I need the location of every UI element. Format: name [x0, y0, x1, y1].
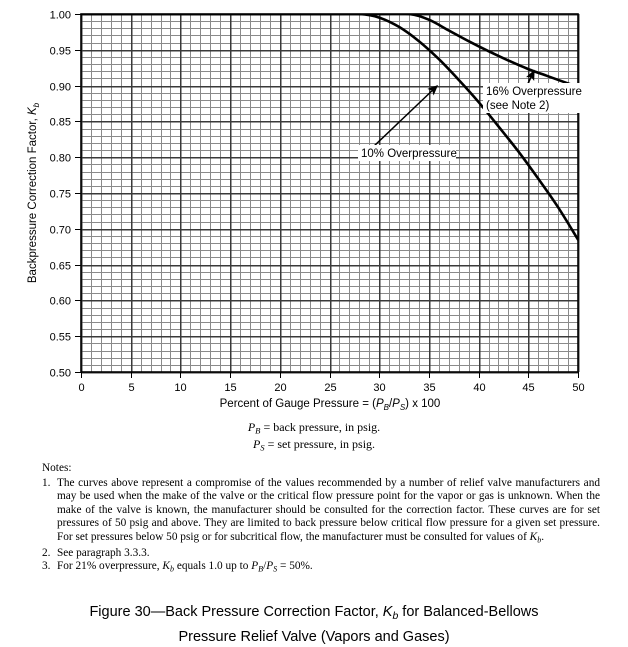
- caption-line1-sub: b: [392, 610, 399, 622]
- symbol-definitions: [0, 420, 628, 455]
- x-tick-label: 0: [78, 382, 85, 394]
- note-item-2: [42, 547, 600, 561]
- x-tick-label: 25: [324, 382, 337, 394]
- x-tick-label: 10: [174, 382, 187, 394]
- x-axis-title-slash: /: [388, 398, 393, 410]
- note-3-var-pb: P: [251, 560, 259, 573]
- svg-text:Percent of Gauge Pressure = (P: [220, 398, 441, 412]
- caption-line-1: [0, 602, 628, 627]
- note-1-number: 1.: [42, 476, 51, 489]
- x-tick-label: 45: [522, 382, 535, 394]
- ps-text: = set pressure, in psig.: [264, 437, 376, 452]
- note-3-sub-b: b: [169, 564, 175, 574]
- y-tick-label: 0.65: [49, 260, 71, 273]
- y-tick-label: 0.90: [49, 81, 71, 94]
- y-tick-label: 0.75: [49, 188, 71, 201]
- note-2-number: 2.: [42, 546, 51, 559]
- ps-var: P: [252, 437, 261, 452]
- y-tick-label: 0.95: [49, 45, 71, 58]
- note-item-3: [42, 560, 600, 576]
- pb-var: P: [247, 420, 256, 434]
- note-3-sub-ps: S: [273, 564, 278, 574]
- pb-text: = back pressure, in psig.: [260, 420, 381, 434]
- x-tick-label: 15: [224, 382, 237, 394]
- note-3-body: [57, 560, 600, 576]
- note-3-slash: /: [263, 560, 267, 573]
- x-axis-title-sub2: S: [399, 403, 406, 412]
- y-axis-title-sub: b: [32, 102, 41, 108]
- notes-heading: Notes:: [42, 462, 72, 474]
- x-axis-title-suffix: ) x 100: [405, 398, 441, 410]
- note-1-trailing-end: .: [541, 530, 545, 543]
- y-axis-title-prefix: Backpressure Correction Factor,: [27, 115, 39, 284]
- notes-block: [42, 462, 600, 576]
- y-tick-label: 1.00: [49, 9, 71, 22]
- x-tick-label: 35: [423, 382, 436, 394]
- annotation-10-label: 10% Overpressure: [361, 148, 457, 160]
- note-1-trailing-var: K: [529, 530, 538, 543]
- x-axis-title-sub1: B: [383, 403, 389, 412]
- annotation-16-label-line1: 16% Overpressure: [486, 86, 582, 98]
- x-axis-title-prefix: Percent of Gauge Pressure = (: [219, 398, 376, 410]
- note-item-1: [42, 477, 600, 547]
- note-3-var-ps: P: [266, 560, 274, 573]
- x-tick-label: 40: [473, 382, 486, 394]
- y-tick-label: 0.70: [49, 224, 71, 237]
- x-axis-title-var1: P: [375, 398, 384, 410]
- caption-line1-prefix: Figure 30—Back Pressure Correction Factor,: [89, 604, 383, 620]
- note-2-body: See paragraph 3.3.3.: [57, 546, 150, 559]
- y-tick-label: 0.60: [49, 295, 71, 308]
- x-tick-label: 50: [572, 382, 585, 394]
- y-axis-title: [27, 102, 41, 283]
- note-1-text: The curves above represent a compromise of the values recommended by a number of relief valve manufacturers and may be used when the make of the valve or the critical flow pressure point for the vapor or gas is unknown. When the make of the valve is known, the manufacturer should be consulted for the correction factor. These curves are for set pressures of 50 psig and above. They are limited to back pressure below critical flow pressure for a given set pressure. For set pressures below 50 psig or for subcritical flow, the manufacturer must be consulted for values of: [57, 476, 600, 543]
- note-1-trailing-sub: b: [537, 535, 542, 545]
- note-3-number: 3.: [42, 560, 51, 573]
- caption-line-2: Pressure Relief Valve (Vapors and Gases): [178, 628, 450, 645]
- note-1-body: [57, 477, 600, 547]
- ps-sub: S: [260, 442, 265, 453]
- y-tick-label: 0.50: [49, 367, 71, 380]
- y-tick-label: 0.85: [49, 116, 71, 129]
- y-axis-title-var: K: [27, 107, 39, 116]
- note-3-text-2: equals 1.0 up to: [174, 560, 252, 573]
- definition-pb: [0, 420, 628, 437]
- x-axis-title: [220, 398, 441, 412]
- caption-line1-var: K: [382, 604, 393, 620]
- svg-text:Backpressure Correction Factor: [27, 102, 41, 283]
- y-tick-label: 0.55: [49, 331, 71, 344]
- caption-line1-suffix: for Balanced-Bellows: [398, 604, 539, 620]
- note-3-text-3: = 50%.: [277, 560, 313, 573]
- note-3-var-kb: K: [162, 560, 170, 573]
- figure-caption: [0, 602, 628, 647]
- pb-sub: B: [255, 425, 261, 436]
- annotation-16-label-line2: (see Note 2): [486, 100, 550, 112]
- x-axis-title-var2: P: [392, 398, 400, 410]
- x-tick-label: 20: [274, 382, 287, 394]
- y-tick-label: 0.80: [49, 152, 71, 165]
- x-tick-label: 5: [128, 382, 135, 394]
- note-3-text-1: For 21% overpressure,: [57, 560, 163, 573]
- definition-ps: [0, 437, 628, 454]
- note-3-sub-pb: B: [258, 564, 264, 574]
- x-tick-label: 30: [373, 382, 386, 394]
